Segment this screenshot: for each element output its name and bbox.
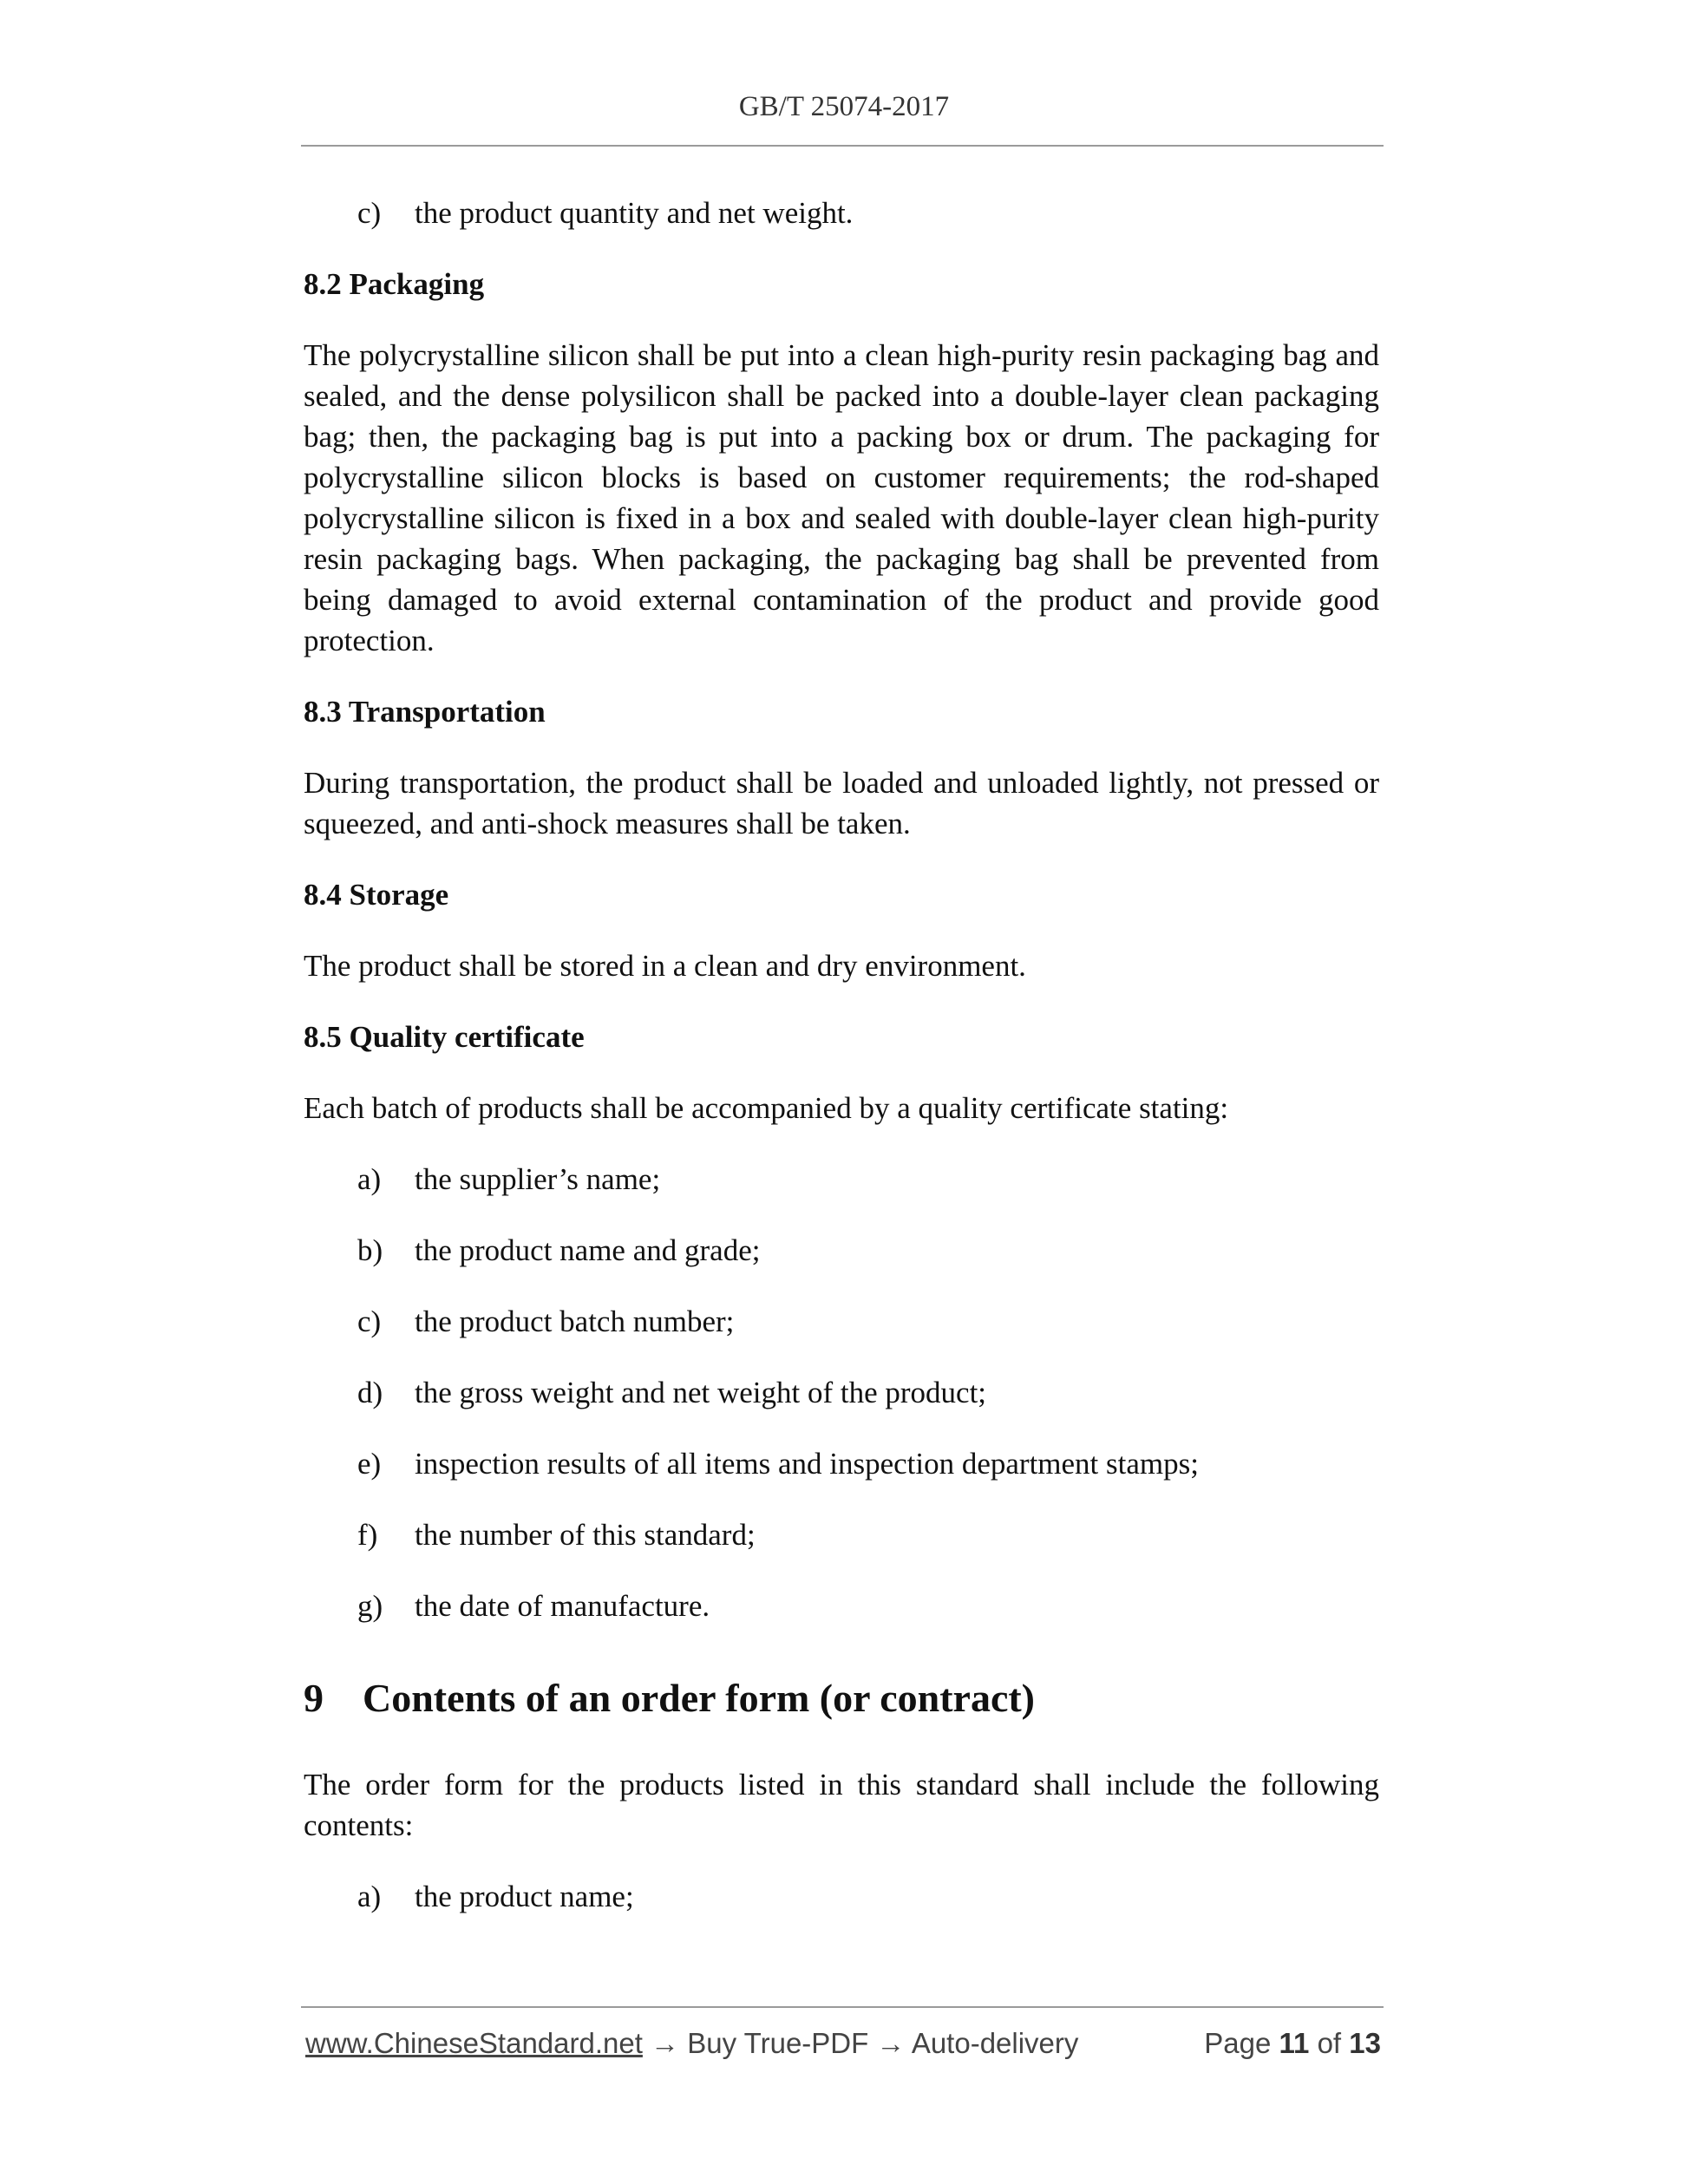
header-divider [301, 145, 1384, 147]
page-total: 13 [1349, 2027, 1381, 2059]
page-of: of [1317, 2027, 1342, 2059]
list-item [304, 1876, 1379, 1917]
list-marker: f) [357, 1518, 378, 1552]
page-header: GB/T 25074-2017 [738, 91, 950, 122]
list-item [304, 1159, 1379, 1200]
list-text: the gross weight and net weight of the product; [415, 1376, 987, 1409]
list-text: the product quantity and net weight. [415, 196, 854, 230]
chapter-heading-9 [304, 1674, 1379, 1723]
footer-divider [301, 2006, 1384, 2008]
section-body-8-4: The product shall be stored in a clean and dry environment. [304, 949, 1026, 983]
chapter-number: 9 [304, 1676, 324, 1720]
list-marker: d) [357, 1376, 383, 1409]
list-text: the supplier’s name; [415, 1162, 661, 1196]
list-marker: c) [357, 196, 382, 230]
list-item [304, 1230, 1379, 1271]
list-marker: e) [357, 1447, 382, 1481]
list-text: inspection results of all items and inspection department stamps; [415, 1447, 1199, 1481]
chapter-title: Contents of an order form (or contract) [363, 1676, 1035, 1720]
list-text: the product name and grade; [415, 1233, 761, 1267]
page-label: Page [1204, 2027, 1272, 2059]
list-item [304, 1443, 1379, 1484]
list-text: the product batch number; [415, 1305, 735, 1338]
list-marker: c) [357, 1305, 382, 1338]
list-text: the date of manufacture. [415, 1589, 710, 1623]
page-content [304, 193, 1379, 1947]
section-heading-8-3: 8.3 Transportation [304, 695, 546, 729]
section-body-8-3: During transportation, the product shall be loaded and unloaded lightly, not pressed or squeezed, and anti-shock measures shall be taken. [304, 766, 1379, 840]
footer-tagline: → Buy True-PDF → Auto-delivery [651, 2027, 1079, 2059]
list-item [304, 1301, 1379, 1342]
section-body-8-2: The polycrystalline silicon shall be put into a clean high-purity resin packaging bag and sealed, and the dense polysilicon shall be packed into a double-layer clean packaging bag; then, the packaging bag is put into a packing box or drum. The packaging for polycrystalline silicon blocks is based on customer requirements; the rod-shaped polycrystalline silicon is fixed in a box and sealed with double-layer clean high-purity resin packaging bags. When packaging, the packaging bag shall be prevented from being damaged to avoid external contamination of the product and provide good protection. [304, 338, 1379, 657]
section-heading-8-4: 8.4 Storage [304, 878, 449, 912]
list-marker: g) [357, 1589, 383, 1623]
list-marker: b) [357, 1233, 383, 1267]
section-heading-8-2: 8.2 Packaging [304, 267, 485, 301]
list-item [304, 1372, 1379, 1413]
chapter-body-9: The order form for the products listed in this standard shall include the following contents: [304, 1768, 1379, 1842]
list-marker: a) [357, 1880, 382, 1913]
footer-left [305, 2027, 1078, 2060]
section-heading-8-5: 8.5 Quality certificate [304, 1020, 585, 1054]
list-text: the number of this standard; [415, 1518, 756, 1552]
list-item [304, 1586, 1379, 1626]
list-item [304, 193, 1379, 233]
page-indicator [1204, 2027, 1381, 2060]
chinesestandard-link[interactable]: www.ChineseStandard.net [305, 2027, 643, 2059]
list-marker: a) [357, 1162, 382, 1196]
list-item [304, 1514, 1379, 1555]
page-current: 11 [1279, 2027, 1310, 2059]
list-text: the product name; [415, 1880, 634, 1913]
section-body-8-5: Each batch of products shall be accompanied by a quality certificate stating: [304, 1091, 1229, 1125]
